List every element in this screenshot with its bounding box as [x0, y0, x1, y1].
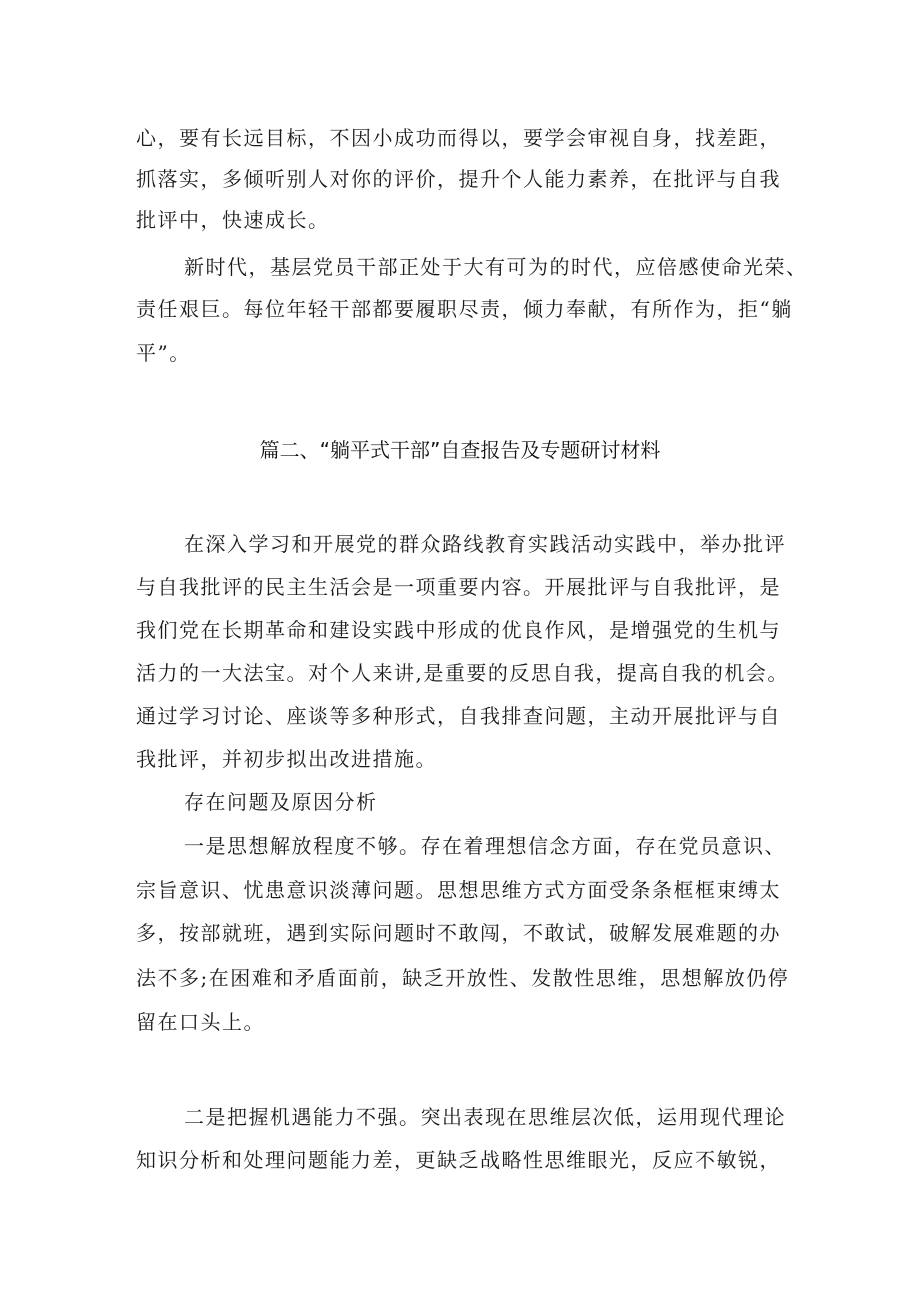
paragraph-line: 法不多;在困难和矛盾面前，缺乏开放性、发散性思维，思想解放仍停 — [136, 966, 790, 990]
paragraph-line: 与自我批评的民主生活会是一项重要内容。开展批评与自我批评，是 — [136, 575, 781, 599]
section-heading: 篇二、“躺平式干部”自查报告及专题研讨材料 — [259, 438, 661, 462]
paragraph-line: 二是把握机遇能力不强。突出表现在思维层次低，运用现代理论 — [184, 1105, 786, 1129]
paragraph-line: 平”。 — [136, 341, 191, 365]
paragraph-line: 留在口头上。 — [136, 1010, 265, 1034]
paragraph-line: 批评中，快速成长。 — [136, 208, 330, 232]
paragraph-line: 新时代，基层党员干部正处于大有可为的时代，应倍感使命光荣、 — [184, 255, 808, 279]
paragraph-line: 抓落实，多倾听别人对你的评价，提升个人能力素养，在批评与自我 — [136, 167, 781, 191]
paragraph-line: 心，要有长远目标，不因小成功而得以，要学会审视自身，找差距， — [136, 126, 781, 150]
paragraph-line: 宗旨意识、忧患意识淡薄问题。思想思维方式方面受条条框框束缚太 — [136, 878, 781, 902]
paragraph-line: 多，按部就班，遇到实际问题时不敢闯，不敢试，破解发展难题的办 — [136, 921, 781, 945]
paragraph-line: 在深入学习和开展党的群众路线教育实践活动实践中，举办批评 — [184, 532, 786, 556]
paragraph-line: 通过学习讨论、座谈等多种形式，自我排查问题，主动开展批评与自 — [136, 704, 781, 728]
subheading: 存在问题及原因分析 — [184, 790, 378, 814]
paragraph-line: 活力的一大法宝。对个人来讲,是重要的反思自我，提高自我的机会。 — [136, 661, 789, 685]
paragraph-line: 我批评，并初步拟出改进措施。 — [136, 747, 437, 771]
paragraph-line: 我们党在长期革命和建设实践中形成的优良作风，是增强党的生机与 — [136, 618, 781, 642]
paragraph-line: 知识分析和处理问题能力差，更缺乏战略性思维眼光，反应不敏锐， — [136, 1148, 781, 1172]
paragraph-line: 一是思想解放程度不够。存在着理想信念方面，存在党员意识、 — [184, 834, 786, 858]
paragraph-line: 责任艰巨。每位年轻干部都要履职尽责，倾力奉献，有所作为，拒“躺 — [136, 297, 793, 321]
